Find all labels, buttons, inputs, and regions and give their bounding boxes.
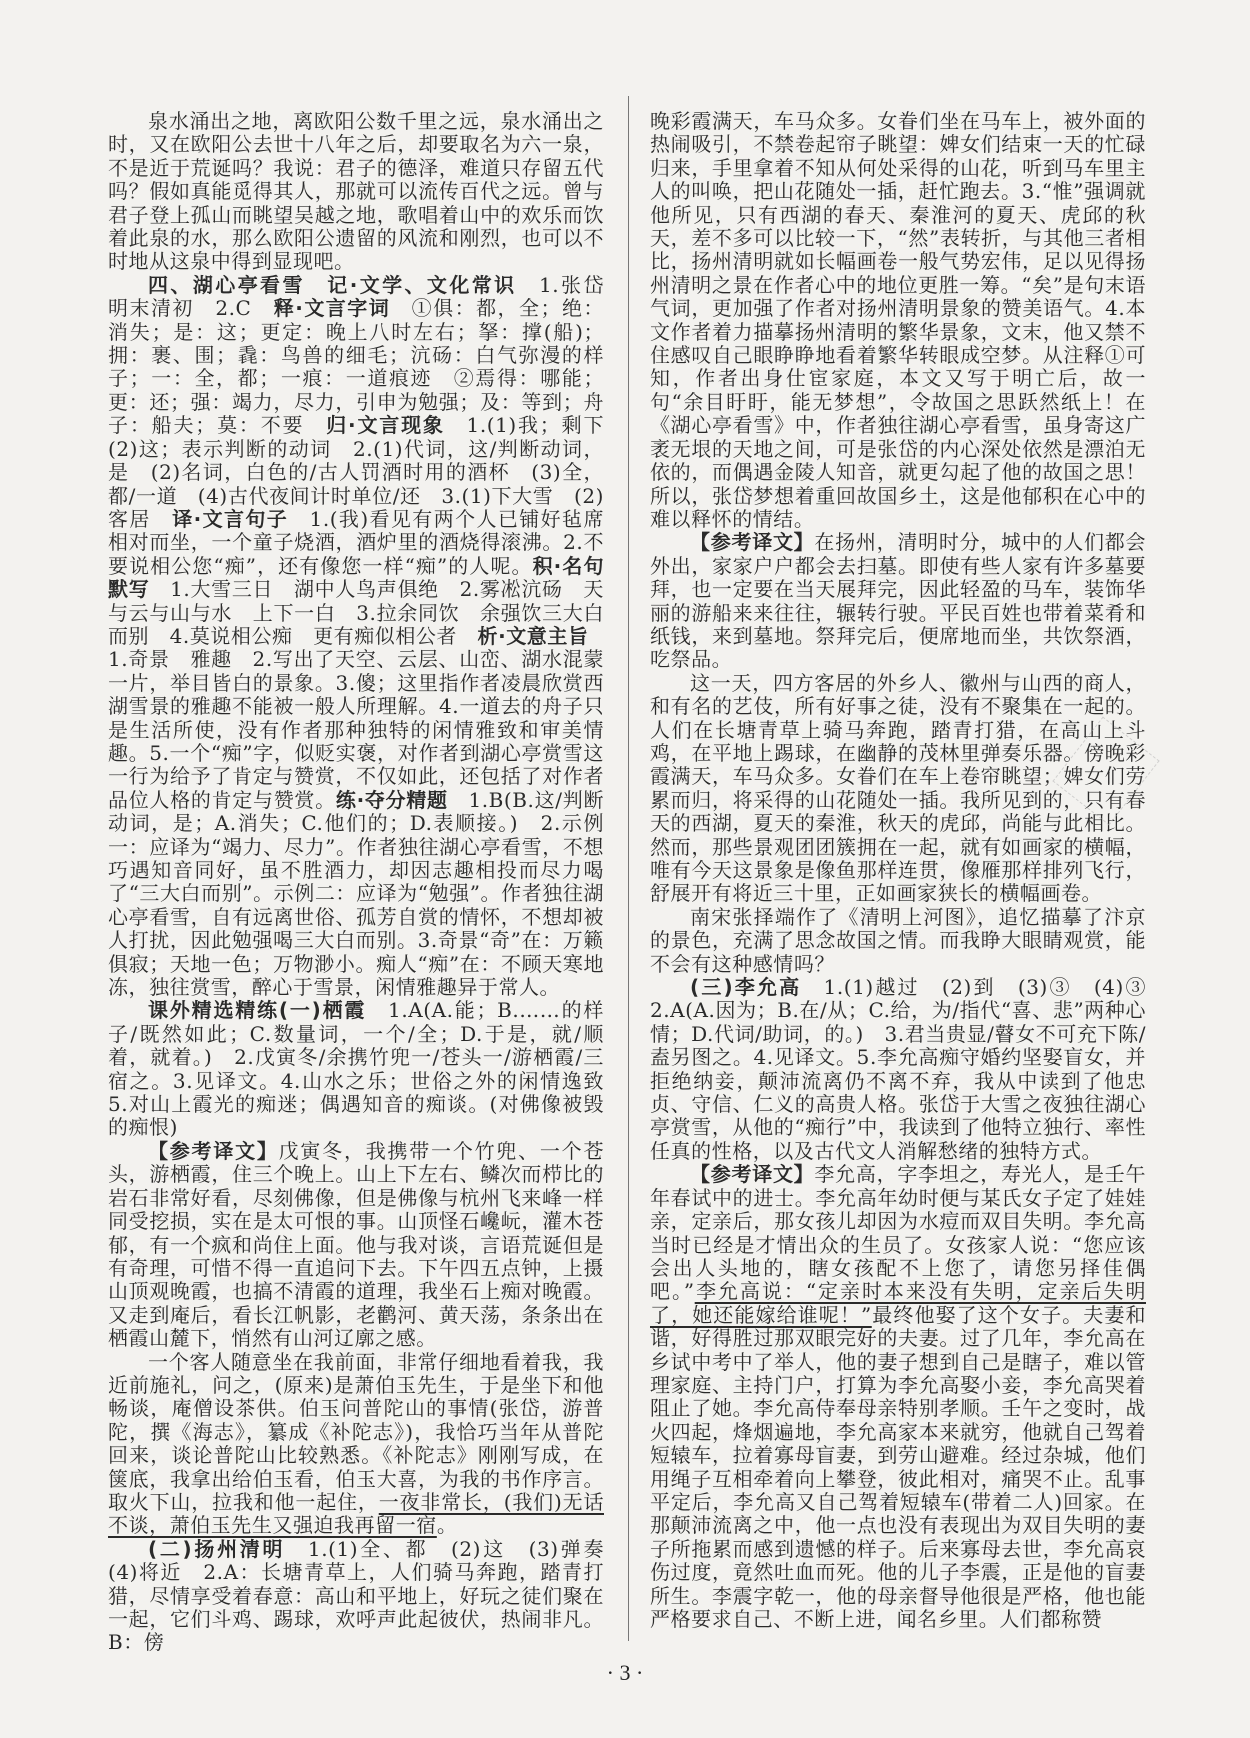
text-segment: 1.B(B.这/判断动词，是；A.消失；C.他们的；D.表顺接。) 2.示例一：应译为“竭力、尽力”。作者独往湖心亭看雪，不想巧遇知音同好，虽不胜酒力，却因志趣相投而尽力喝了“三大白而别”。示例二：应译为“勉强”。作者独往湖心亭看雪，自有远离世俗、孤芳自赏的情怀，不想却被人打扰，因此勉强喝三大白而别。3.奇景“奇”在：万籁俱寂；天地一色；万物渺小。痴人“痴”在：不顾天寒地冻，独往赏雪，醉心于雪景，闲情雅趣异于常人。: [108, 787, 604, 1000]
section-heading: 练·夺分精题: [335, 787, 448, 812]
paragraph: [108, 998, 625, 1140]
section-heading: (二)扬州清明: [148, 1536, 286, 1561]
text-segment: 晚彩霞满天，车马众多。女眷们坐在马车上，被外面的热闹吸引，不禁卷起帘子眺望：婢女们结束一天的忙碌归来，手里拿着不知从何处采得的山花，听到马车里主人的叫唤，把山花随处一插，赶忙跑去。3.“惟”强调就他所见，只有西湖的春天、秦淮河的夏天、虎邱的秋天，差不多可以比较一下，“然”表转折，与其他三者相比，扬州清明就如长幅画卷一般气势宏伟，足以见得扬州清明之景在作者心中的地位更胜一筹。“矣”是句末语气词，更加强了作者对扬州清明景象的赞美语气。4.本文作者着力描摹扬州清明的繁华景象，文末，他又禁不住感叹自己眼睁睁地看着繁华转眼成空梦。从注释①可知，作者出身仕宦家庭，本文又写于明亡后，故一句“余目盱盱，能无梦想”，令故国之思跃然纸上！在《湖心亭看雪》中，作者独往湖心亭看雪，虽身寄这广袤无垠的天地之间，可是张岱的内心深处依然是漂泊无依的，而偶遇金陵人知音，就更勾起了他的故国之思！所以，张岱梦想着重回故国乡土，这是他郁积在心中的难以释怀的情结。: [650, 109, 1146, 531]
text-segment: 1.(1)全、都 (2)这 (3)弹奏 (4)将近 2.A：长塘青草上，人们骑马奔跑，踏青打猎，尽情享受着春意：高山和平地上，好玩之徒们聚在一起，它们斗鸡、踢球，欢呼声此起彼伏，热闹非凡。B：傍: [108, 1536, 625, 1655]
text-segment: 泉水涌出之地，离欧阳公数千里之远，泉水涌出之时，又在欧阳公去世十八年之后，却要取名为六一泉，不是近于荒诞吗？我说：君子的德泽，难道只存留五代吗？假如真能觅得其人，那就可以流传百代之远。曾与君子登上孤山而眺望吴越之地，歌唱着山中的欢乐而饮着此泉的水，那么欧阳公遗留的风流和刚烈，也可以不时地从这泉中得到显现吧。: [108, 109, 604, 274]
section-heading: (三)李允高: [690, 975, 802, 1000]
underlined-text: 一夜非常长，(我们)无话不谈，萧伯玉先生又强迫我再留一宿: [108, 1489, 604, 1538]
paragraph: [108, 1140, 604, 1351]
text-segment: 李允高，字李坦之，寿光人，是壬午年春试中的进士。李允高年幼时便与某氏女子定了娃娃亲，定亲后，那女孩儿却因为水痘而双目失明。李允高当时已经是才情出众的生员了。女孩家人说：“您应该会出人头地的，瞎女孩配不上您了，请您另择佳偶吧。”: [650, 1162, 1146, 1304]
text-segment: 1.(1)我；剩下 (2)这；表示判断的动词 2.(1)代词，这/判断动词，是 (2)名词，白色的/古人罚酒时用的酒杯 (3)全，都/一道 (4)古代夜间计时单位/还 3.(1)下大雪 (2)客居: [108, 413, 625, 531]
section-heading: 课外精选精练(一)栖霞: [148, 998, 367, 1023]
underlined-text: 李允高说：“定亲时本来没有失明，定亲后失明了，她还能嫁给谁呢！”: [650, 1279, 1146, 1327]
paragraph: [650, 906, 1146, 976]
text-segment: 一个客人随意坐在我前面，非常仔细地看着我，我近前施礼，问之，(原来)是萧伯玉先生，于是坐下和他畅谈，庵僧设茶供。伯玉问普陀山的事情(张岱，游普陀，撰《海志》，纂成《补陀志》)，我恰巧当年从普陀回来，谈论普陀山比较熟悉。《补陀志》刚刚写成，在箧底，我拿出给伯玉看，伯玉大喜，为我的书作序言。取火下山，拉我和他一起住，: [108, 1349, 604, 1514]
text-segment: 南宋张择端作了《清明上河图》，追忆描摹了汴京的景色，充满了思念故国之情。而我睁大眼睛观赏，能不会有这种感情吗？: [650, 904, 1146, 976]
section-heading: 积·名句默写: [108, 553, 604, 602]
text-segment: 在扬州，清明时分，城中的人们都会外出，家家户户都会去扫墓。即使有些人家有许多墓要拜，也一定要在当天展拜完，因此轻盈的马车，装饰华丽的游船来来往往，辗转行驶。平民百姓也带着菜肴和纸钱，来到墓地。祭拜完后，便席地而坐，共饮祭酒，吃祭品。: [650, 530, 1146, 672]
section-heading: 【参考译文】: [690, 1162, 815, 1187]
right-column: [650, 109, 1167, 1631]
left-column: [108, 109, 625, 1655]
column-divider: [628, 96, 629, 1641]
section-heading: 四、湖心亭看雪 记·文学、文化常识: [148, 272, 517, 297]
section-heading: 译·文言句子: [172, 506, 289, 531]
paragraph: [650, 531, 1146, 671]
paragraph: [108, 1351, 604, 1538]
text-segment: 1.奇景 雅趣 2.写出了天空、云层、山峦、湖水混蒙一片，举目皆白的景象。3.傻；这里指作者凌晨欣赏西湖雪景的雅趣不能被一般人所理解。4.一道去的舟子只是生活所使，没有作者那种独特的闲情雅致和审美情趣。5.一个“痴”字，似贬实褒，对作者到湖心亭赏雪这一行为给予了肯定与赞赏，不仅如此，还包括了对作者品位人格的肯定与赞赏。: [108, 623, 610, 812]
text-segment: 。: [436, 1513, 458, 1538]
paragraph: [650, 1163, 1146, 1631]
paragraph: [650, 975, 1167, 1163]
section-heading: 析·文意主旨: [477, 623, 589, 648]
section-heading: 归·文言现象: [326, 413, 445, 438]
text-segment: 戊寅冬，我携带一个竹兜、一个苍头，游栖霞，住三个晚上。山上下左右、鳞次而栉比的岩石非常好看，尽刻佛像，但是佛像与杭州飞来峰一样同受挖损，实在是太可恨的事。山顶怪石巉岏，灌木苍郁，有一个疯和尚住上面。他与我对谈，言语荒诞但是有奇理，可惜不得一直追问下去。下午四五点钟，上摄山顶观晚霞，也搞不清霞的道理，我坐石上痴对晚霞。又走到庵后，看长江帆影，老鹳河、黄天荡，条条出在栖霞山麓下，悄然有山河辽廓之感。: [108, 1138, 604, 1351]
text-segment: 1.大雪三日 湖中人鸟声俱绝 2.雾凇沆砀 天与云与山与水 上下一白 3.拉余同饮 余强饮三大白而别 4.莫说相公痴 更有痴似相公者: [108, 577, 604, 648]
paragraph: [108, 1536, 625, 1655]
text-segment: 1.(1)越过 (2)到 (3)③ (4)③ 2.A(A.因为；B.在/从；C.给，为/指代“喜、悲”两种心情；D.代词/助词，的。) 3.君当贵显/瞽女不可充下陈/盍另图之。4.见译文。5.李允高痴守婚约坚娶盲女，并拒绝纳妾，颠沛流离仍不离不弃，我从中读到了他忠贞、守信、仁义的高贵人格。张岱于大雪之夜独往湖心亭赏雪，从他的“痴行”中，我读到了他特立独行、率性任真的性格，以及古代文人消解愁绪的独特方式。: [650, 975, 1167, 1163]
text-segment: 1.A(A.能；B.……的样子/既然如此；C.数量词，一个/全；D.于是，就/顺着，就着。) 2.戊寅冬/余携竹兜一/苍头一/游栖霞/三宿之。3.见译文。4.山水之乐；世俗之外的闲情逸致 5.对山上霞光的痴迷；偶遇知音的痴谈。(对佛像被毁的痴恨): [108, 998, 625, 1140]
section-heading: 【参考译文】: [148, 1138, 279, 1163]
text-segment: 1.张岱 明末清初 2.C: [108, 272, 625, 321]
text-segment: 最终他娶了这个女子。夫妻和谐，好得胜过那双眼完好的夫妻。过了几年，李允高在乡试中考中了举人，他的妻子想到自己是瞎子，难以管理家庭、主持门户，打算为李允高娶小妾，李允高哭着阻止了她。李允高侍奉母亲特别孝顺。壬午之变时，战火四起，烽烟遍地，李允高家本来就穷，他就自己驾着短辕车，拉着寡母盲妻，到劳山避难。经过杂城，他们用绳子互相牵着向上攀登，彼此相对，痛哭不止。乱事平定后，李允高又自己驾着短辕车(带着二人)回家。在那颠沛流离之中，他一点也没有表现出为双目失明的妻子所拖累而感到遗憾的样子。后来寡母去世，李允高哀伤过度，竟然吐血而死。他的儿子李震，正是他的盲妻所生。李震字乾一，他的母亲督导他很是严格，他也能严格要求自己、不断上进，闻名乡里。人们都称赞: [650, 1302, 1147, 1631]
section-heading: 释·文言字词: [273, 296, 391, 321]
text-segment: 这一天，四方客居的外乡人、徽州与山西的商人，和有名的艺伎，所有好事之徒，没有不聚集在一起的。人们在长塘青草上骑马奔跑，踏青打猎，在高山上斗鸡，在平地上踢球，在幽静的茂林里弹奏乐器。傍晚彩霞满天，车马众多。女眷们在车上卷帘眺望；婢女们劳累而归，将采得的山花随处一插。我所见到的，只有春天的西湖，夏天的秦淮，秋天的虎邱，尚能与此相比。然而，那些景观团团簇拥在一起，就有如画家的横幅，唯有今天这景象是像鱼那样连贯，像雁那样排列飞行，舒展开有将近三十里，正如画家狭长的横幅画卷。: [650, 670, 1146, 906]
paragraph: [108, 272, 625, 1000]
section-heading: 【参考译文】: [690, 530, 815, 555]
paragraph: [108, 110, 604, 274]
text-segment: 1.(我)看见有两个人已铺好毡席相对而坐，一个童子烧酒，酒炉里的酒烧得滚沸。2.不要说相公您“痴”，还有像您一样“痴”的人呢。: [108, 506, 604, 578]
page-number: · 3 ·: [606, 1660, 644, 1685]
paragraph: [650, 110, 1146, 531]
text-segment: ①俱：都，全；绝：消失；是：这；更定：晚上八时左右；拏：撑(船)；拥：裹、围；毳：鸟兽的细毛；沆砀：白气弥漫的样子；一：全，都；一痕：一道痕迹 ②焉得：哪能；更：还；强：竭力，尽力，引申为勉强；及：等到；舟子：船夫；莫：不要: [108, 296, 604, 438]
